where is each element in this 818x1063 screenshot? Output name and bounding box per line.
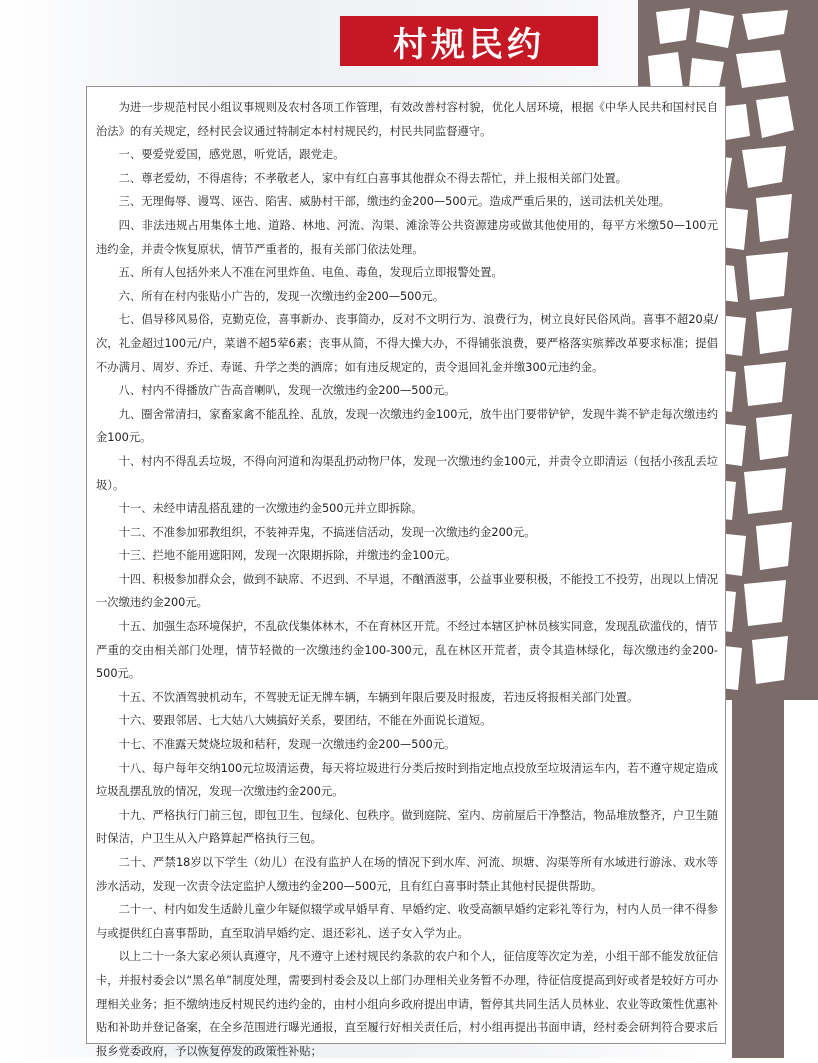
decorative-side-strip bbox=[732, 690, 784, 1058]
regulation-paragraph: 二、尊老爱幼，不得虐待；不孝敬老人，家中有红白喜事其他群众不得去帮忙，并上报相关部门处置。 bbox=[118, 171, 627, 185]
regulation-paragraph: 十五、不饮酒驾驶机动车，不驾驶无证无牌车辆，车辆到年限后要及时报废，若违反将报相关部门处置。 bbox=[118, 690, 639, 704]
regulation-paragraph: 五、所有人包括外来人不准在河里炸鱼、电鱼、毒鱼，发现后立即报警处置。 bbox=[118, 266, 503, 280]
regulation-paragraph: 十八、每户每年交纳100元垃圾清运费，每天将垃圾进行分类后按时到指定地点投放至垃圾清运车内，若不遵守规定造成垃圾乱摆乱放的情况，发现一次缴违约金200元。 bbox=[96, 761, 718, 799]
preamble-paragraph: 为进一步规范村民小组议事规则及农村各项工作管理，有效改善村容村貌，优化人居环境，根据《中华人民共和国村民自治法》的有关规定，经村民会议通过特制定本村村规民约，村民共同监督遵守。 bbox=[96, 101, 718, 138]
page-title: 村规民约 bbox=[340, 16, 598, 66]
regulation-paragraph: 二十、严禁18岁以下学生（幼儿）在没有监护人在场的情况下到水库、河流、坝塘、沟渠等所有水域进行游泳、戏水等涉水活动，发现一次责令法定监护人缴违约金200—500元，且有红白喜事时禁止其他村民提供帮助。 bbox=[96, 856, 718, 893]
regulation-paragraph: 二十一、村内如发生适龄儿童少年疑似辍学或早婚早育、早婚约定、收受高额早婚约定彩礼等行为，村内人员一律不得参与或提供红白喜事帮助，直至取消早婚约定、退还彩礼、送子女入学为止。 bbox=[96, 903, 718, 940]
regulation-paragraph: 八、村内不得播放广告高音喇叭，发现一次缴违约金200—500元。 bbox=[118, 384, 456, 398]
regulation-text-body bbox=[96, 96, 718, 1063]
regulation-paragraph: 十三、拦地不能用遮阳网，发现一次限期拆除，并缴违约金100元。 bbox=[118, 549, 457, 563]
regulation-paragraph: 十七、不准露天焚烧垃圾和秸秆，发现一次缴违约金200—500元。 bbox=[118, 738, 456, 752]
regulation-paragraph: 十九、严格执行门前三包，即包卫生、包绿化、包秩序。做到庭院、室内、房前屋后干净整洁，物品堆放整齐，户卫生随时保洁，户卫生从入户路算起严格执行三包。 bbox=[96, 808, 718, 846]
regulation-paragraph: 三、无理侮辱、谩骂、诬告、陷害、威胁村干部，缴违约金200—500元。造成严重后果的，送司法机关处理。 bbox=[118, 195, 671, 209]
regulation-paragraph: 十二、不准参加邪教组织，不装神弄鬼，不搞迷信活动，发现一次缴违约金200元。 bbox=[118, 525, 536, 539]
regulation-paragraph: 七、倡导移风易俗，克勤克俭，喜事新办、丧事简办，反对不文明行为、浪费行为，树立良好民俗风尚。喜事不超20桌/次，礼金超过100元/户，菜谱不超5荤6素；丧事从简，不得大操大办，不得铺张浪费，要严格落实殡葬改革要求标准；提倡不办满月、周岁、乔迁、寿诞、升学之类的酒席；如有违反规定的，责令退回礼金并缴300元违约金。 bbox=[96, 313, 718, 374]
regulation-paragraph: 六、所有在村内张贴小广告的，发现一次缴违约金200—500元。 bbox=[118, 289, 445, 303]
regulation-paragraph: 十四、积极参加群众会，做到不缺席、不迟到、不早退，不酗酒滋事，公益事业要积极，不能投工不投劳，出现以上情况一次缴违约金200元。 bbox=[96, 572, 718, 610]
regulation-paragraph: 以上二十一条大家必须认真遵守，凡不遵守上述村规民约条款的农户和个人，征信度等次定为差，小组干部不能发放征信卡，并报村委会以“黑名单”制度处理，需要到村委会及以上部门办理相关业务暂不办理，待征信度提高到好或者是较好方可办理相关业务；拒不缴纳违反村规民约违约金的，由村小组向乡政府提出申请，暂停其共同生活人员林业、农业等政策性优惠补贴和补助并登记备案，在全乡范围进行曝光通报，直至履行好相关责任后，村小组再提出书面申请，经村委会研判符合要求后报乡党委政府，予以恢复停发的政策性补贴； bbox=[96, 950, 718, 1058]
regulation-paragraph: 一、要爱党爱国，感党恩，听党话，跟党走。 bbox=[118, 148, 345, 162]
regulation-paragraph: 十六、要跟邻居、七大姑八大姨搞好关系，要团结，不能在外面说长道短。 bbox=[118, 714, 492, 728]
regulation-paragraph: 九、圈舍常清扫，家畜家禽不能乱拴、乱放，发现一次缴违约金100元，放牛出门要带铲铲，发现牛粪不铲走每次缴违约金100元。 bbox=[96, 407, 718, 445]
regulation-paragraph: 十一、未经申请乱搭乱建的一次缴违约金500元并立即拆除。 bbox=[118, 502, 423, 516]
regulation-paragraph: 十五、加强生态环境保护，不乱砍伐集体林木，不在育林区开荒。不经过本辖区护林员核实同意，发现乱砍滥伐的，情节严重的交由相关部门处理，情节轻微的一次缴违约金100-300元，乱在林区开荒者，责令其造林绿化，每次缴违约金200-500元。 bbox=[96, 620, 718, 681]
regulation-paragraph: 十、村内不得乱丢垃圾，不得向河道和沟渠乱扔动物尸体，发现一次缴违约金100元，并责令立即清运（包括小孩乱丢垃圾）。 bbox=[96, 454, 718, 492]
regulation-paragraph: 四、非法违规占用集体土地、道路、林地、河流、沟渠、滩涂等公共资源建房或做其他使用的，每平方米缴50—100元违约金，并责令恢复原状，情节严重者的，报有关部门依法处理。 bbox=[96, 218, 718, 256]
